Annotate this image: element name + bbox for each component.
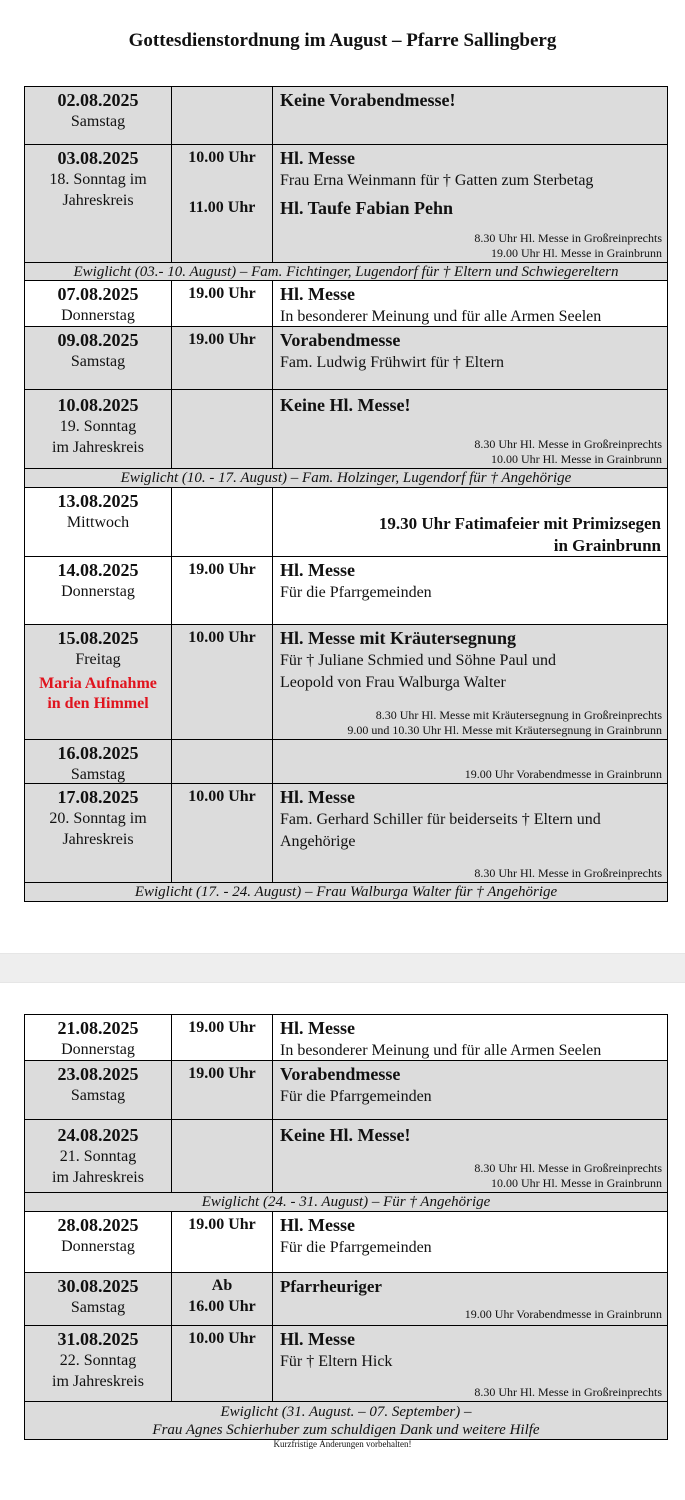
date-cell [25, 1212, 172, 1272]
other-parish-note: 8.30 Uhr Hl. Messe in Großreinprechts [474, 866, 662, 880]
other-parish-note: 19.00 Uhr Vorabendmesse in Grainbrunn [464, 767, 662, 781]
time: 10.00 Uhr [188, 629, 256, 646]
liturgical-day: im Jahreskreis [52, 1373, 144, 1390]
description-cell [273, 281, 667, 326]
feast-name: in den Himmel [47, 695, 149, 712]
liturgical-day: Jahreskreis [62, 831, 134, 848]
date-cell [25, 87, 172, 144]
table-row [25, 87, 667, 145]
liturgical-day: 20. Sonntag im [49, 810, 147, 827]
table-row [25, 488, 667, 557]
date: 24.08.2025 [57, 1125, 139, 1145]
date-cell [25, 390, 172, 468]
other-parish-note: 19.00 Uhr Vorabendmesse in Grainbrunn [464, 1307, 662, 1321]
time: 10.00 Uhr [188, 1330, 256, 1347]
service-title: Keine Hl. Messe! [280, 395, 411, 415]
description-cell [273, 1015, 667, 1060]
date: 31.08.2025 [57, 1329, 139, 1349]
time-cell [172, 145, 273, 262]
description-cell [273, 488, 667, 556]
date-cell [25, 557, 172, 624]
service-title: Keine Hl. Messe! [280, 1125, 411, 1145]
liturgical-day: 22. Sonntag [59, 1352, 137, 1369]
date: 07.08.2025 [57, 284, 139, 304]
table-row [25, 625, 667, 740]
liturgical-day: 19. Sonntag [59, 418, 137, 435]
intention: Für † Eltern Hick [280, 1353, 393, 1370]
service-title: Hl. Taufe Fabian Pehn [280, 198, 454, 218]
date: 16.08.2025 [57, 743, 139, 763]
intention: Für die Pfarrgemeinden [280, 584, 432, 601]
weekday: Freitag [75, 651, 121, 668]
intention: Für † Juliane Schmied und Söhne Paul und [280, 652, 556, 669]
time-cell [172, 1212, 273, 1272]
fatima-location: in Grainbrunn [553, 536, 661, 555]
weekday: Samstag [70, 1087, 126, 1104]
date: 02.08.2025 [57, 90, 139, 110]
date-cell [25, 784, 172, 882]
weekday: Samstag [70, 1299, 126, 1316]
date-cell [25, 281, 172, 326]
time-cell [172, 625, 273, 739]
liturgical-day: 21. Sonntag [59, 1148, 137, 1165]
eternal-light-text: Ewiglicht (31. August. – 07. September) – [220, 1404, 472, 1420]
time: 10.00 Uhr [188, 788, 256, 805]
service-title: Hl. Messe [280, 787, 355, 807]
date: 17.08.2025 [57, 787, 139, 807]
date: 23.08.2025 [57, 1064, 139, 1084]
schedule-table-part-1 [24, 86, 668, 902]
fatima-note: 19.30 Uhr Fatimafeier mit Primizsegen [378, 514, 661, 533]
table-row [25, 1212, 667, 1273]
time: 19.00 Uhr [188, 1065, 256, 1082]
time-cell [172, 1061, 273, 1119]
table-row [25, 327, 667, 390]
other-parish-note: 19.00 Uhr Hl. Messe in Grainbrunn [491, 246, 662, 260]
liturgical-day: Jahreskreis [62, 192, 134, 209]
time-cell [172, 1326, 273, 1401]
description-cell [273, 557, 667, 624]
service-title: Vorabendmesse [280, 1064, 401, 1084]
description-cell [273, 1120, 667, 1192]
time-cell [172, 87, 273, 144]
eternal-light-row [25, 1402, 667, 1440]
liturgical-day: im Jahreskreis [52, 439, 144, 456]
other-parish-note: 9.00 und 10.30 Uhr Hl. Messe mit Kräutersegnung in Grainbrunn [347, 723, 662, 737]
footnote: Kurzfristige Änderungen vorbehalten! [273, 1439, 412, 1449]
feast-name: Maria Aufnahme [39, 675, 157, 692]
page-separator [0, 953, 685, 983]
intention: Fam. Ludwig Frühwirt für † Eltern [280, 354, 504, 371]
time-cell [172, 1015, 273, 1060]
intention: In besonderer Meinung und für alle Armen Seelen [280, 308, 602, 325]
time-cell [172, 557, 273, 624]
time-cell [172, 281, 273, 326]
description-cell [273, 1061, 667, 1119]
intention: Leopold von Frau Walburga Walter [280, 674, 506, 691]
weekday: Donnerstag [61, 1238, 135, 1255]
date: 09.08.2025 [57, 330, 139, 350]
weekday: Mittwoch [66, 514, 130, 531]
liturgical-day: 18. Sonntag im [49, 171, 147, 188]
date: 15.08.2025 [57, 628, 139, 648]
weekday: Donnerstag [61, 307, 135, 324]
other-parish-note: 8.30 Uhr Hl. Messe in Großreinprechts [474, 437, 662, 451]
service-title: Hl. Messe mit Kräutersegnung [280, 628, 516, 648]
time: 11.00 Uhr [188, 199, 256, 216]
date: 14.08.2025 [57, 560, 139, 580]
description-cell [273, 87, 667, 144]
time: 19.00 Uhr [188, 1216, 256, 1233]
description-cell [273, 327, 667, 389]
date-cell [25, 740, 172, 783]
service-title: Pfarrheuriger [280, 1277, 382, 1296]
eternal-light-text: Frau Agnes Schierhuber zum schuldigen Dank und weitere Hilfe [152, 1422, 540, 1438]
description-cell [273, 740, 667, 783]
service-title: Hl. Messe [280, 560, 355, 580]
other-parish-note: 10.00 Uhr Hl. Messe in Grainbrunn [491, 1176, 662, 1190]
schedule-table-part-2 [24, 1014, 668, 1440]
intention: Für die Pfarrgemeinden [280, 1088, 432, 1105]
table-row [25, 1120, 667, 1193]
other-parish-note: 8.30 Uhr Hl. Messe in Großreinprechts [474, 231, 662, 245]
time: 16.00 Uhr [188, 1298, 256, 1315]
time: Ab [211, 1277, 233, 1294]
time: 19.00 Uhr [188, 561, 256, 578]
date: 13.08.2025 [57, 491, 139, 511]
other-parish-note: 8.30 Uhr Hl. Messe mit Kräutersegnung in Großreinprechts [375, 708, 662, 722]
intention: Frau Erna Weinmann für † Gatten zum Sterbetag [280, 172, 594, 189]
time: 19.00 Uhr [188, 1019, 256, 1036]
weekday: Donnerstag [61, 583, 135, 600]
date-cell [25, 1015, 172, 1060]
service-title: Hl. Messe [280, 1215, 355, 1235]
other-parish-note: 8.30 Uhr Hl. Messe in Großreinprechts [474, 1161, 662, 1175]
service-title: Hl. Messe [280, 1018, 355, 1038]
date: 30.08.2025 [57, 1276, 139, 1296]
description-cell [273, 390, 667, 468]
date: 28.08.2025 [57, 1215, 139, 1235]
table-row [25, 1273, 667, 1326]
table-row [25, 557, 667, 625]
service-title: Hl. Messe [280, 1329, 355, 1349]
date: 10.08.2025 [57, 395, 139, 415]
intention: Für die Pfarrgemeinden [280, 1239, 432, 1256]
weekday: Donnerstag [61, 1041, 135, 1058]
date: 21.08.2025 [57, 1018, 139, 1038]
other-parish-note: 10.00 Uhr Hl. Messe in Grainbrunn [491, 452, 662, 466]
page-title: Gottesdienstordnung im August – Pfarre Sallingberg [128, 30, 557, 51]
time-cell [172, 784, 273, 882]
date-cell [25, 488, 172, 556]
service-title: Keine Vorabendmesse! [280, 90, 456, 110]
table-row [25, 1061, 667, 1120]
date-cell [25, 1326, 172, 1401]
table-row [25, 390, 667, 469]
service-title: Hl. Messe [280, 284, 355, 304]
description-cell [273, 1212, 667, 1272]
time-cell [172, 327, 273, 389]
date-cell [25, 625, 172, 739]
time-cell [172, 1273, 273, 1325]
date-cell [25, 327, 172, 389]
eternal-light-row: Ewiglicht (03.- 10. August) – Fam. Fichtinger, Lugendorf für † Eltern und Schwiegereltern [25, 263, 667, 281]
description-cell [273, 625, 667, 739]
date-cell [25, 1273, 172, 1325]
eternal-light-row: Ewiglicht (10. - 17. August) – Fam. Holzinger, Lugendorf für † Angehörige [25, 469, 667, 488]
date-cell [25, 145, 172, 262]
time-cell [172, 488, 273, 556]
service-title: Hl. Messe [280, 148, 355, 168]
date-cell [25, 1061, 172, 1119]
intention: In besonderer Meinung und für alle Armen Seelen [280, 1042, 602, 1059]
table-row [25, 784, 667, 883]
time-cell [172, 740, 273, 783]
intention: Fam. Gerhard Schiller für beiderseits † Eltern und [280, 811, 601, 828]
service-title: Vorabendmesse [280, 330, 401, 350]
intention: Angehörige [280, 833, 356, 850]
eternal-light-row: Ewiglicht (24. - 31. August) – Für † Angehörige [25, 1193, 667, 1212]
weekday: Samstag [70, 766, 126, 783]
eternal-light-row: Ewiglicht (17. - 24. August) – Frau Walburga Walter für † Angehörige [25, 883, 667, 902]
time-cell [172, 1120, 273, 1192]
description-cell [273, 1273, 667, 1325]
description-cell [273, 1326, 667, 1401]
time: 10.00 Uhr [188, 149, 256, 166]
liturgical-day: im Jahreskreis [52, 1169, 144, 1186]
time-cell [172, 390, 273, 468]
table-row [25, 145, 667, 263]
other-parish-note: 8.30 Uhr Hl. Messe in Großreinprechts [474, 1385, 662, 1399]
time: 19.00 Uhr [188, 331, 256, 348]
description-cell [273, 784, 667, 882]
weekday: Samstag [70, 113, 126, 130]
table-row [25, 1326, 667, 1402]
table-row [25, 1015, 667, 1061]
time: 19.00 Uhr [188, 285, 256, 302]
weekday: Samstag [70, 353, 126, 370]
table-row [25, 281, 667, 327]
date-cell [25, 1120, 172, 1192]
table-row [25, 740, 667, 784]
description-cell [273, 145, 667, 262]
date: 03.08.2025 [57, 148, 139, 168]
